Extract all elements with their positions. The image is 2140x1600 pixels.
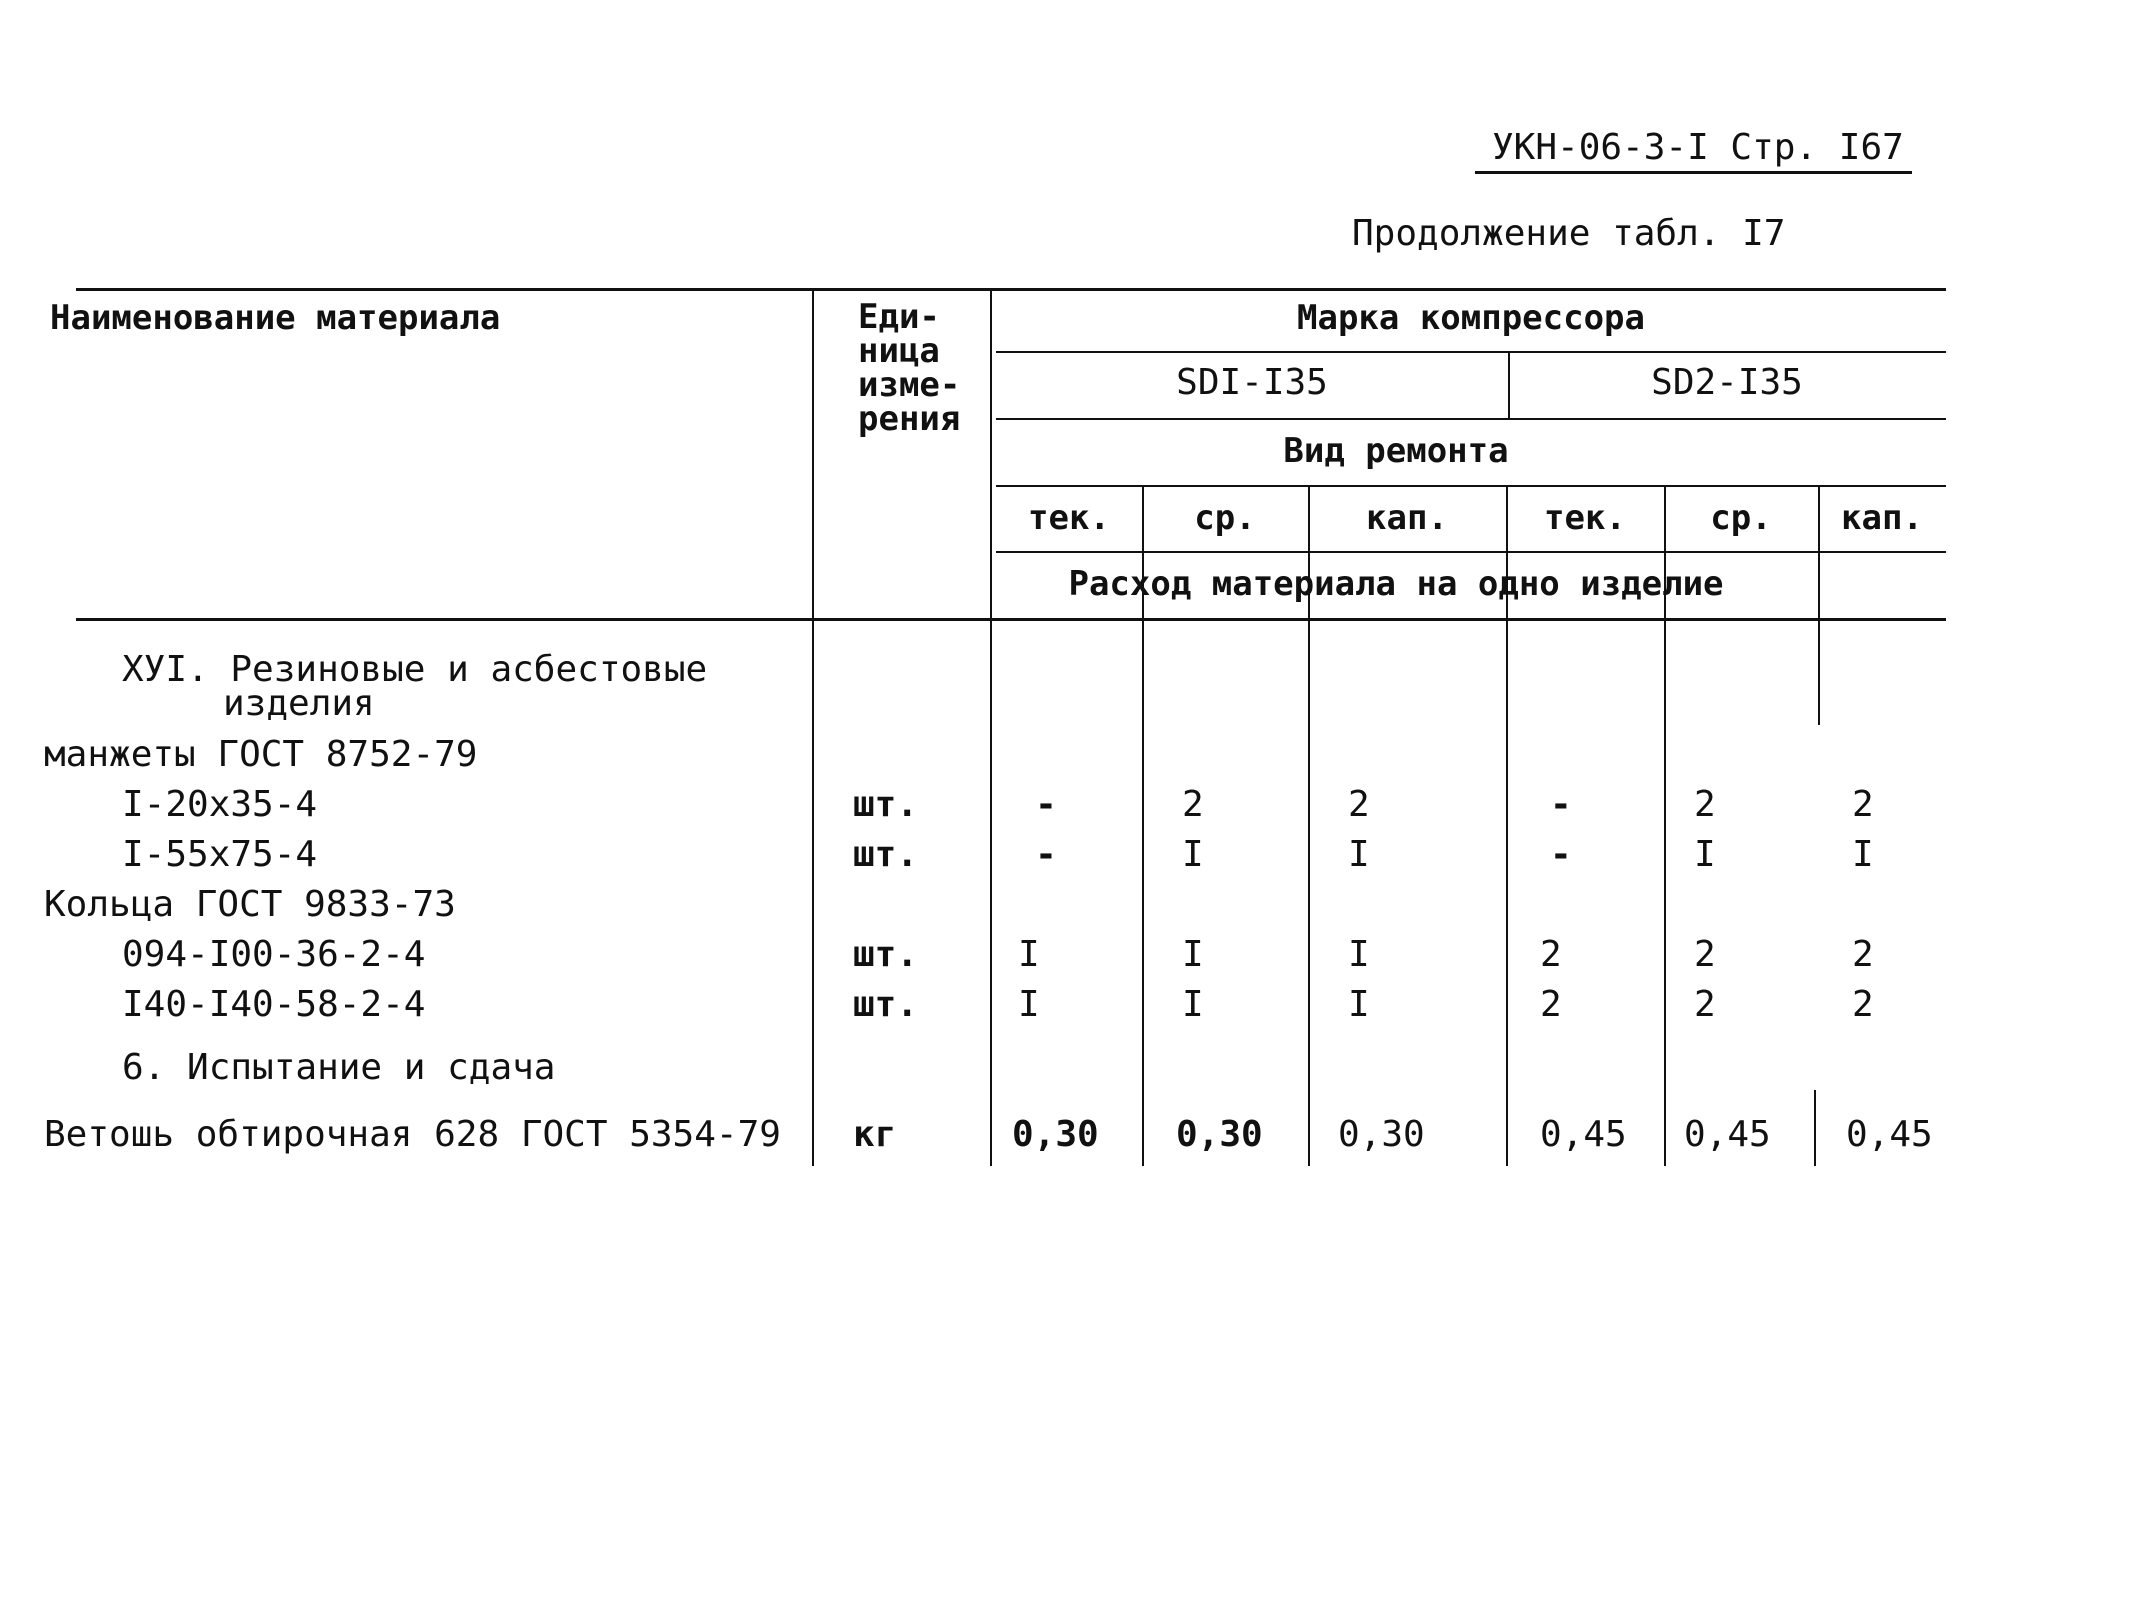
repair-col-tek-1: тек.	[1028, 498, 1110, 538]
col-divider-5b	[1814, 1090, 1816, 1166]
repair-cols-rule	[996, 485, 1946, 487]
row-value: -	[1035, 784, 1057, 825]
document-reference-underline	[1475, 171, 1912, 174]
row-value: 0,30	[1012, 1114, 1099, 1155]
row-value: 0,45	[1684, 1114, 1771, 1155]
repair-col-tek-2: тек.	[1544, 498, 1626, 538]
document-reference: УКН-06-3-I Стр. I67	[1492, 127, 1904, 168]
section-title-rubber: XУI. Резиновые и асбестовые	[122, 649, 708, 690]
row-unit: шт.	[853, 984, 919, 1025]
row-unit: шт.	[853, 834, 919, 875]
repair-rule	[996, 418, 1946, 420]
row-value: -	[1550, 834, 1572, 875]
col-divider-unit	[812, 288, 814, 1166]
header-unit-line: ница	[858, 331, 940, 371]
row-value: I	[1182, 834, 1204, 875]
row-value: 0,30	[1176, 1114, 1263, 1155]
row-value: I	[1348, 834, 1370, 875]
row-value: 2	[1348, 784, 1370, 825]
header-repair-type: Вид ремонта	[1283, 431, 1509, 471]
section-title-testing: 6. Испытание и сдача	[122, 1047, 556, 1088]
repair-col-sr-1: ср.	[1194, 498, 1256, 538]
row-value: I	[1182, 934, 1204, 975]
row-name: Ветошь обтирочная 628 ГОСТ 5354-79	[44, 1114, 781, 1155]
row-value: 2	[1852, 784, 1874, 825]
row-value: 2	[1540, 934, 1562, 975]
table-continuation-label: Продолжение табл. I7	[1352, 213, 1786, 254]
row-unit: кг	[853, 1114, 897, 1155]
section-title-rubber-cont: изделия	[223, 683, 375, 724]
header-unit	[858, 297, 961, 439]
row-value: 2	[1852, 934, 1874, 975]
row-value: I	[1018, 984, 1040, 1025]
row-value: I	[1694, 834, 1716, 875]
row-unit: шт.	[853, 784, 919, 825]
header-consumption: Расход материала на одно изделие	[1068, 564, 1724, 604]
row-value: -	[1035, 834, 1057, 875]
header-unit-line: рения	[858, 399, 961, 439]
row-value: I	[1348, 984, 1370, 1025]
row-value: I	[1348, 934, 1370, 975]
row-value: I	[1018, 934, 1040, 975]
row-value: 2	[1852, 984, 1874, 1025]
row-name: 094-I00-36-2-4	[122, 934, 426, 975]
row-value: 0,45	[1846, 1114, 1933, 1155]
row-value: I	[1852, 834, 1874, 875]
row-value: 2	[1694, 784, 1716, 825]
header-unit-line: Еди-	[858, 297, 940, 337]
row-name: I-20x35-4	[122, 784, 318, 825]
row-value: I	[1182, 984, 1204, 1025]
row-unit: шт.	[853, 934, 919, 975]
row-value: 2	[1540, 984, 1562, 1025]
row-value: 2	[1694, 934, 1716, 975]
col-divider-values	[990, 288, 992, 1166]
row-value: 0,45	[1540, 1114, 1627, 1155]
brand-sd1: SDI-I35	[1176, 362, 1328, 403]
row-value: 2	[1694, 984, 1716, 1025]
repair-col-kap-1: кап.	[1366, 498, 1448, 538]
table-top-rule	[76, 288, 1946, 291]
repair-col-kap-2: кап.	[1841, 498, 1923, 538]
brand-rule	[996, 351, 1946, 353]
group-title-rings: Кольца ГОСТ 9833-73	[44, 884, 456, 925]
brand-sd2: SD2-I35	[1651, 362, 1803, 403]
row-value: -	[1550, 784, 1572, 825]
row-value: 0,30	[1338, 1114, 1425, 1155]
header-material-name: Наименование материала	[50, 298, 501, 338]
row-value: 2	[1182, 784, 1204, 825]
header-unit-line: изме-	[858, 365, 961, 405]
row-name: I40-I40-58-2-4	[122, 984, 426, 1025]
header-compressor-brand: Марка компрессора	[1297, 298, 1645, 338]
repair-col-sr-2: ср.	[1710, 498, 1772, 538]
group-title-cuffs: манжеты ГОСТ 8752-79	[44, 734, 478, 775]
row-name: I-55x75-4	[122, 834, 318, 875]
consumption-rule	[996, 551, 1946, 553]
